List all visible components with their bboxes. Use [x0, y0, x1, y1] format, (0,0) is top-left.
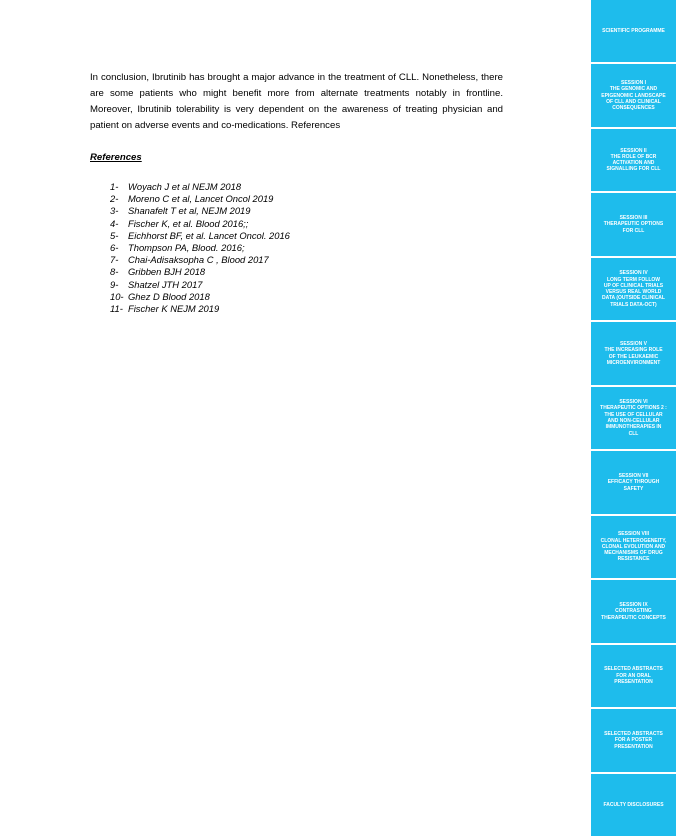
tab-session-9[interactable]: SESSION IX CONTRASTING THERAPEUTIC CONCEPTS [591, 580, 676, 642]
tab-session-2[interactable]: SESSION II THE ROLE OF BCR ACTIVATION AND SIGNALLING FOR CLL [591, 129, 676, 191]
reference-text: Ghez D Blood 2018 [128, 290, 210, 302]
tab-session-1[interactable]: SESSION I THE GENOMIC AND EPIGENOMIC LANDSCAPE OF CLL AND CLINICAL CONSEQUENCES [591, 64, 676, 126]
reference-number: 8- [110, 266, 119, 278]
reference-text: Fischer K, et al. Blood 2016;; [128, 217, 249, 229]
reference-item [110, 303, 503, 315]
tab-session-4[interactable]: SESSION IV LONG TERM FOLLOW UP OF CLINICAL TRIALS VERSUS REAL WORLD DATA (OUTSIDE CLINICAL TRIALS DATA-OCT) [591, 258, 676, 320]
reference-text: Thompson PA, Blood. 2016; [128, 242, 245, 254]
tab-poster-abstracts[interactable]: SELECTED ABSTRACTS FOR A POSTER PRESENTATION [591, 709, 676, 771]
reference-item [110, 266, 503, 278]
reference-number: 9- [110, 278, 119, 290]
references-heading: References [90, 152, 142, 163]
reference-text: Moreno C et al, Lancet Oncol 2019 [128, 193, 274, 205]
tab-scientific-programme[interactable]: SCIENTIFIC PROGRAMME [591, 0, 676, 62]
reference-text: Shatzel JTH 2017 [128, 278, 203, 290]
tab-session-8[interactable]: SESSION VIII CLONAL HETEROGENEITY, CLONAL EVOLUTION AND MECHANISMS OF DRUG RESISTANCE [591, 516, 676, 578]
tab-oral-abstracts[interactable]: SELECTED ABSTRACTS FOR AN ORAL PRESENTATION [591, 645, 676, 707]
reference-number: 3- [110, 205, 119, 217]
reference-number: 7- [110, 254, 119, 266]
reference-number: 1- [110, 181, 119, 192]
reference-item [110, 242, 503, 254]
tab-faculty-disclosures[interactable]: FACULTY DISCLOSURES [591, 774, 676, 836]
tab-session-3[interactable]: SESSION III THERAPEUTIC OPTIONS FOR CLL [591, 193, 676, 255]
reference-number: 2- [110, 193, 119, 205]
reference-text: Chai-Adisaksopha C , Blood 2017 [128, 254, 269, 266]
reference-text: Fischer K NEJM 2019 [128, 303, 220, 315]
sidebar-navigation [591, 0, 676, 836]
reference-text: Eichhorst BF, et al. Lancet Oncol. 2016 [128, 229, 290, 241]
reference-item [110, 230, 503, 242]
references-list [90, 181, 503, 315]
reference-item [110, 279, 503, 291]
reference-number: 6- [110, 242, 119, 254]
reference-text: Woyach J et al NEJM 2018 [128, 181, 242, 192]
reference-number: 5- [110, 229, 119, 241]
reference-item [110, 254, 503, 266]
reference-item [110, 205, 503, 217]
reference-number: 10- [110, 290, 124, 302]
reference-number: 11- [110, 303, 123, 315]
tab-session-7[interactable]: SESSION VII EFFICACY THROUGH SAFETY [591, 451, 676, 513]
reference-item [110, 181, 503, 193]
reference-item [110, 193, 503, 205]
reference-text: Gribben BJH 2018 [128, 266, 206, 278]
conclusion-paragraph: In conclusion, Ibrutinib has brought a major advance in the treatment of CLL. Nonetheless, there are some patients who might benefit more from alternate treatments notably in frontline. Moreover, Ibrutinib tolerability is very dependent on the awareness of treating physician and patient on adverse events and co-medications. References [90, 72, 503, 131]
reference-item [110, 218, 503, 230]
reference-item [110, 291, 503, 303]
main-content [90, 70, 503, 315]
tab-session-6[interactable]: SESSION VI THERAPEUTIC OPTIONS 2 : THE USE OF CELLULAR AND NON-CELLULAR IMMUNOTHERAPIES IN CLL [591, 387, 676, 449]
tab-session-5[interactable]: SESSION V THE INCREASING ROLE OF THE LEUKAEMIC MICROENVIRONMENT [591, 322, 676, 384]
reference-text: Shanafelt T et al, NEJM 2019 [128, 205, 251, 217]
reference-number: 4- [110, 217, 119, 229]
